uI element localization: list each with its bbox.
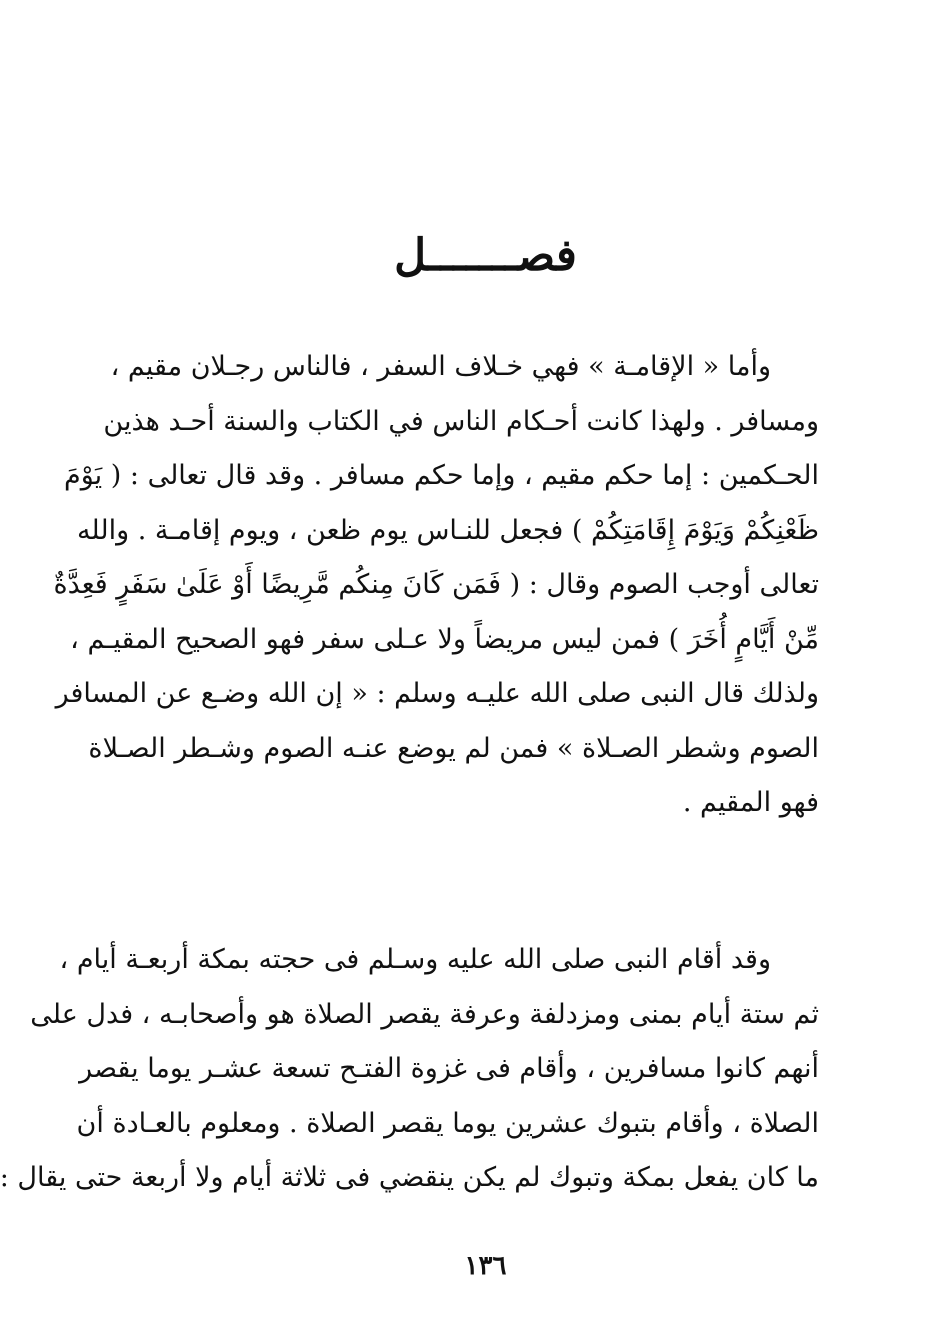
text-line: ولذلك قال النبى صلى الله عليـه وسلم : « إن الله وضـع عن المسافر <box>55 678 819 709</box>
text-line: الصلاة ، وأقام بتبوك عشرين يوما يقصر الصلاة . ومعلوم بالعـادة أن <box>76 1107 819 1139</box>
page-number: ١٣٦ <box>464 1251 507 1281</box>
paragraph-2 <box>0 933 819 1206</box>
text-line: ظَعْنِكُمْ وَيَوْمَ إِقَامَتِكُمْ ) فجعل للنـاس يوم ظعن ، ويوم إقامـة . والله <box>76 514 819 546</box>
text-line: ما كان يفعل بمكة وتبوك لم يكن ينقضي فى ثلاثة أيام ولا أربعة حتى يقال : <box>0 1162 819 1193</box>
text-line: فهو المقيم . <box>682 787 819 818</box>
text-line: وقد أقام النبى صلى الله عليه وسـلم فى حجته بمكة أربعـة أيام ، <box>59 944 771 975</box>
text-line: مِّنْ أَيَّامٍ أُخَرَ ) فمن ليس مريضاً ولا عـلى سفر فهو الصحيح المقيـم ، <box>70 623 819 655</box>
text-line: تعالى أوجب الصوم وقال : ( فَمَن كَانَ مِنكُم مَّرِيضًا أَوْ عَلَىٰ سَفَرٍ فَعِدَّةٌ <box>53 569 819 600</box>
text-line: وأما « الإقامـة » فهي خـلاف السفر ، فالناس رجـلان مقيم ، <box>110 351 771 382</box>
text-line: ومسافر . ولهذا كانت أحـكام الناس في الكتاب والسنة أحـد هذين <box>103 405 819 437</box>
text-line: الحـكمين : إما حكم مقيم ، وإما حكم مسافر . وقد قال تعالى : ( يَوْمَ <box>64 460 819 491</box>
text-line: الصوم وشطر الصـلاة » فمن لم يوضع عنـه الصوم وشـطر الصـلاة <box>88 732 819 764</box>
text-line: أنهم كانوا مسافرين ، وأقام فى غزوة الفتـح تسعة عشـر يوما يقصر <box>79 1053 819 1084</box>
section-heading: فصـــــــل <box>394 230 577 281</box>
paragraph-1 <box>53 340 819 831</box>
text-line: ثم ستة أيام بمنى ومزدلفة وعرفة يقصر الصلاة هو وأصحابـه ، فدل على <box>30 998 819 1030</box>
